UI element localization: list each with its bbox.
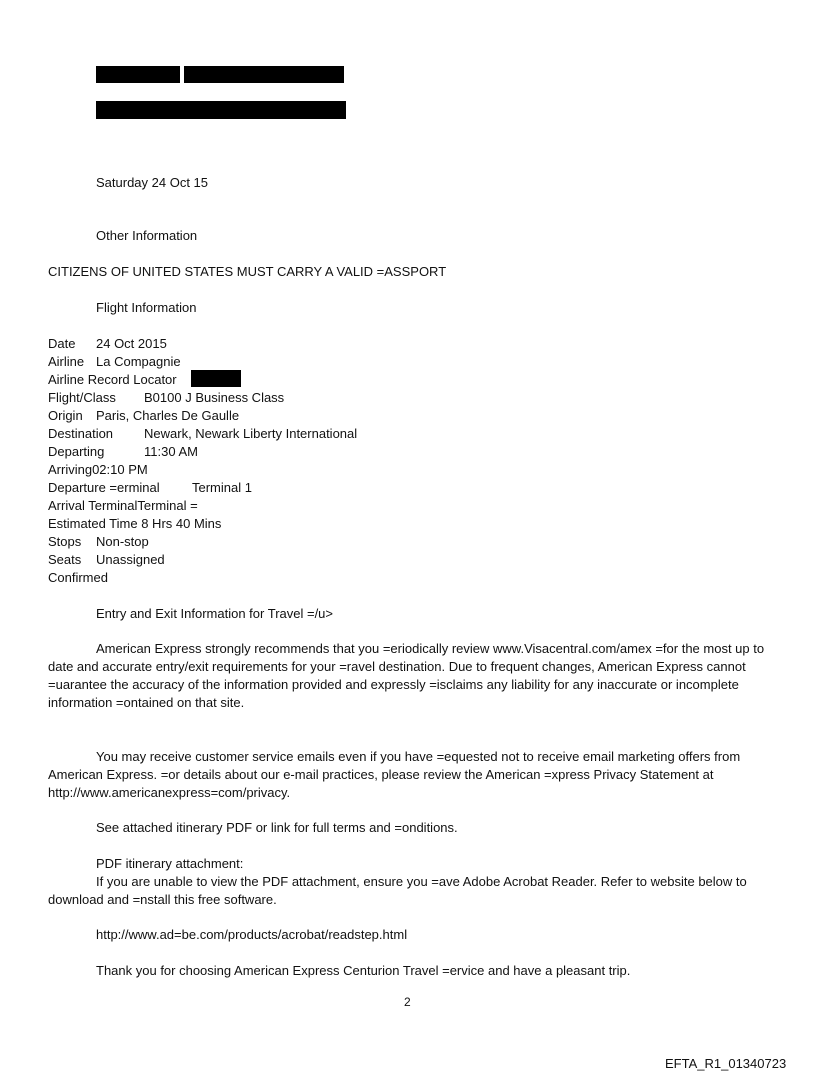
arriving-label: Arriving	[48, 462, 93, 477]
flight-info-heading: Flight Information	[96, 300, 197, 315]
pdf-instructions-paragraph	[48, 873, 773, 909]
adobe-link[interactable]: http://www.ad=be.com/products/acrobat/readstep.html	[96, 927, 408, 942]
destination-value: Newark, Newark Liberty International	[144, 426, 358, 441]
origin-label: Origin	[48, 408, 83, 423]
departure-terminal-label: Departure =erminal	[48, 480, 160, 495]
estimated-time-value: 8 Hrs 40 Mins	[141, 516, 222, 531]
page-number: 2	[404, 995, 411, 1009]
record-locator-label: Airline Record Locator	[48, 372, 177, 387]
departing-value: 11:30 AM	[144, 444, 198, 459]
arriving-line	[48, 462, 148, 478]
flight-class-value: B0100 J Business Class	[144, 390, 285, 405]
stops-value: Non-stop	[96, 534, 149, 549]
citizens-notice: CITIZENS OF UNITED STATES MUST CARRY A VALID =ASSPORT	[48, 264, 447, 279]
estimated-time-line	[48, 516, 221, 532]
amex-recommendation-text: American Express strongly recommends that you =eriodically review www.Visacentral.com/amex =for the most up to date and accurate entry/exit requirements for your =ravel destination. Due to frequent changes, American Express cannot =uarantee the accuracy of the information provided and expressly =isclaims any liability for any inaccurate or incomplete information =ontained on that site.	[48, 641, 765, 710]
record-locator-redaction	[191, 370, 241, 387]
arrival-terminal-value: Terminal =	[137, 498, 198, 513]
date-line: Saturday 24 Oct 15	[96, 175, 209, 190]
see-attached-line: See attached itinerary PDF or link for full terms and =onditions.	[96, 820, 458, 835]
airline-value: La Compagnie	[96, 354, 181, 369]
destination-label: Destination	[48, 426, 114, 441]
airline-label: Airline	[48, 354, 85, 369]
other-info-heading: Other Information	[96, 228, 198, 243]
departure-terminal-value: Terminal 1	[192, 480, 252, 495]
stops-label: Stops	[48, 534, 82, 549]
redaction-block-3	[96, 101, 346, 119]
pdf-instructions-text: If you are unable to view the PDF attachment, ensure you =ave Adobe Acrobat Reader. Refer to website below to download and =nstall this free software.	[48, 874, 747, 907]
amex-recommendation-paragraph	[48, 640, 773, 712]
date-label: Date	[48, 336, 76, 351]
redaction-block-2	[184, 66, 344, 83]
entry-exit-heading: Entry and Exit Information for Travel =/u>	[96, 606, 334, 621]
flight-class-label: Flight/Class	[48, 390, 116, 405]
redaction-block-1	[96, 66, 180, 83]
seats-label: Seats	[48, 552, 82, 567]
document-id: EFTA_R1_01340723	[665, 1056, 787, 1071]
seats-value: Unassigned	[96, 552, 165, 567]
booking-status: Confirmed	[48, 570, 108, 585]
estimated-time-label: Estimated Time	[48, 516, 138, 531]
arriving-value: 02:10 PM	[92, 462, 148, 477]
date-value: 24 Oct 2015	[96, 336, 167, 351]
customer-service-text: You may receive customer service emails even if you have =equested not to receive email marketing offers from American Express. =or details about our e-mail practices, please review the American =xpress Privacy Statement at http://www.americanexpress=com/privacy.	[48, 749, 741, 800]
departing-label: Departing	[48, 444, 105, 459]
thank-you-line: Thank you for choosing American Express Centurion Travel =ervice and have a pleasant trip.	[96, 963, 631, 978]
pdf-attachment-heading: PDF itinerary attachment:	[96, 856, 244, 871]
origin-value: Paris, Charles De Gaulle	[96, 408, 240, 423]
arrival-terminal-label: Arrival Terminal	[48, 498, 138, 513]
arrival-terminal-line	[48, 498, 198, 514]
customer-service-paragraph	[48, 748, 773, 802]
